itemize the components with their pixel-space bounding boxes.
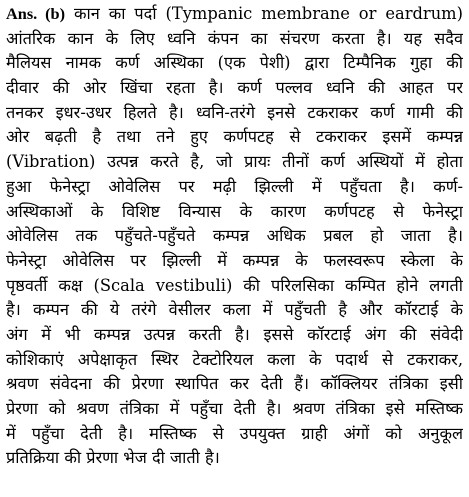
answer-line-19: प्रतिक्रिया की प्रेरणा भेज दी जाती है। [6, 448, 220, 468]
answer-line-15: कोशिकाएं अपेक्षाकृत स्थिर टेक्टोरियल कला के पदार्थ से टकराकर, [6, 349, 463, 369]
answer-line-13: है। कम्पन की ये तरंगे वेसीलर कला में पहुँचती है और कॉरटाई के [6, 300, 463, 320]
answer-line-6: ओर बढ़ती है तथा तने हुए कर्णपटह से टकराकर इसमें कम्पन्न [6, 127, 463, 147]
answer-line-1 [6, 2, 463, 27]
answer-line-10: ओवेलिस तक पहुँचते-पहुँचते कम्पन्न अधिक प्रबल हो जाता है। [6, 226, 463, 246]
answer-label: Ans. (b) [6, 4, 65, 23]
answer-line-7: (Vibration) उत्पन्न करते है, जो प्रायः तीनों कर्ण अस्थियों में होता [6, 152, 463, 172]
answer-line-1-text: कान का पर्दा (Tympanic membrane or eardrum) [73, 4, 463, 23]
answer-line-17: प्रेरणा को श्रवण तंत्रिका में पहुँचा देती है। श्रवण तंत्रिका इसे मस्तिष्क [6, 399, 463, 418]
answer-line-9: अस्थिकाओं के विशिष्ट विन्यास के कारण कर्णपटह से फेनेस्ट्रा [6, 201, 463, 221]
answer-line-12: पृष्ठवर्ती कक्ष (Scala vestibuli) की परिलसिका कम्पित होने लगती [6, 275, 463, 295]
answer-line-2: आंतरिक कान के लिए ध्वनि कंपन का संचरण करता है। यह सदैव [6, 28, 463, 48]
answer-line-3: मैलियस नामक कर्ण अस्थिका (एक पेशी) द्वारा टिम्पैनिक गुहा की [6, 53, 463, 73]
answer-line-18: में पहुँचा देती है। मस्तिष्क से उपयुक्त ग्राही अंगों को अनुकूल [6, 423, 463, 443]
answer-line-4: दीवार की ओर खिंचा रहता है। कर्ण पल्लव ध्वनि की आहत पर [6, 78, 463, 98]
answer-line-8: हुआ फेनेस्ट्रा ओवेलिस पर मढ़ी झिल्ली में पहुँचता है। कर्ण- [6, 176, 463, 196]
answer-line-11: फेनेस्ट्रा ओवेलिस पर झिल्ली में कम्पन्न के फलस्वरूप स्केला के [6, 250, 463, 270]
answer-line-16: श्रवण संवेदना की प्रेरणा स्थापित कर देती हैं। कॉक्लियर तंत्रिका इसी [6, 374, 463, 394]
answer-line-14: अंग में भी कम्पन्न उत्पन्न करती है। इससे कॉरटाई अंग की संवेदी [6, 324, 463, 344]
answer-line-5: तनकर इधर-उधर हिलते है। ध्वनि-तरंगे इनसे टकराकर कर्ण गामी की [6, 102, 463, 122]
